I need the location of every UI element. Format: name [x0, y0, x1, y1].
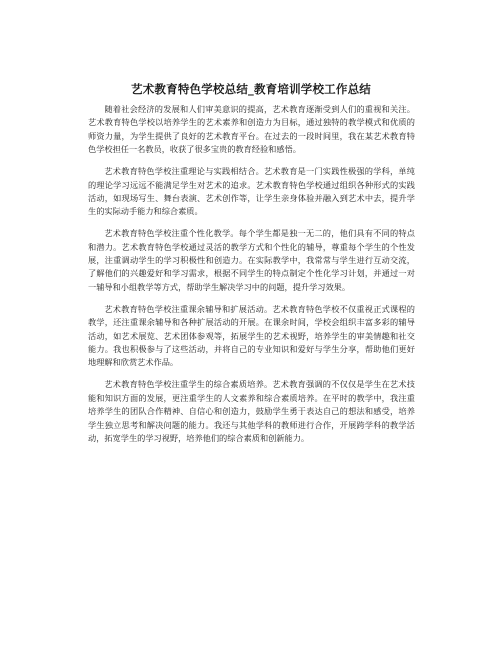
document-body	[88, 103, 415, 454]
paragraph-5: 艺术教育特色学校注重学生的综合素质培养。艺术教育强调的不仅仅是学生在艺术技能和知识方面的发展，更注重学生的人文素养和综合素质培养。在平时的教学中，我注重培养学生的团队合作精神、自信心和创造力，鼓励学生勇于表达自己的想法和感受，培养学生独立思考和解决问题的能力。我还与其他学科的教师进行合作，开展跨学科的教学活动，拓宽学生的学习视野，培养他们的综合素质和创新能力。	[88, 379, 415, 443]
paragraph-4: 艺术教育特色学校注重课余辅导和扩展活动。艺术教育特色学校不仅重视正式课程的教学，还注重课余辅导和各种扩展活动的开展。在课余时间，学校会组织丰富多彩的辅导活动，如艺术展览、艺术团体参观等，拓展学生的艺术视野，培养学生的审美情趣和社交能力。我也积极参与了这些活动，并将自己的专业知识和爱好与学生分享，帮助他们更好地理解和欣赏艺术作品。	[88, 303, 415, 368]
paragraph-3: 艺术教育特色学校注重个性化教学。每个学生都是独一无二的，他们具有不同的特点和潜力。艺术教育特色学校通过灵活的教学方式和个性化的辅导，尊重每个学生的个性发展，注重调动学生的学习积极性和创造力。在实际教学中，我常常与学生进行互动交流，了解他们的兴趣爱好和学习需求，根据不同学生的特点制定个性化学习计划，并通过一对一辅导和小组教学等方式，帮助学生解决学习中的问题，提升学习效果。	[88, 228, 415, 292]
paragraph-1: 随着社会经济的发展和人们审美意识的提高，艺术教育逐渐受到人们的重视和关注。艺术教育特色学校以培养学生的艺术素养和创造力为目标，通过独特的教学模式和优质的师资力量，为学生提供了良好的艺术教育平台。在过去的一段时间里，我在某艺术教育特色学校担任一名教员，收获了很多宝贵的教育经验和感悟。	[88, 104, 415, 155]
document-title: 艺术教育特色学校总结_教育培训学校工作总结	[131, 82, 371, 96]
paragraph-2: 艺术教育特色学校注重理论与实践相结合。艺术教育是一门实践性极强的学科，单纯的理论学习远远不能满足学生对艺术的追求。艺术教育特色学校通过组织各种形式的实践活动，如现场写生、舞台表演、艺术创作等，让学生亲身体验并融入到艺术中去，提升学生的实际动手能力和综合素质。	[88, 166, 415, 217]
